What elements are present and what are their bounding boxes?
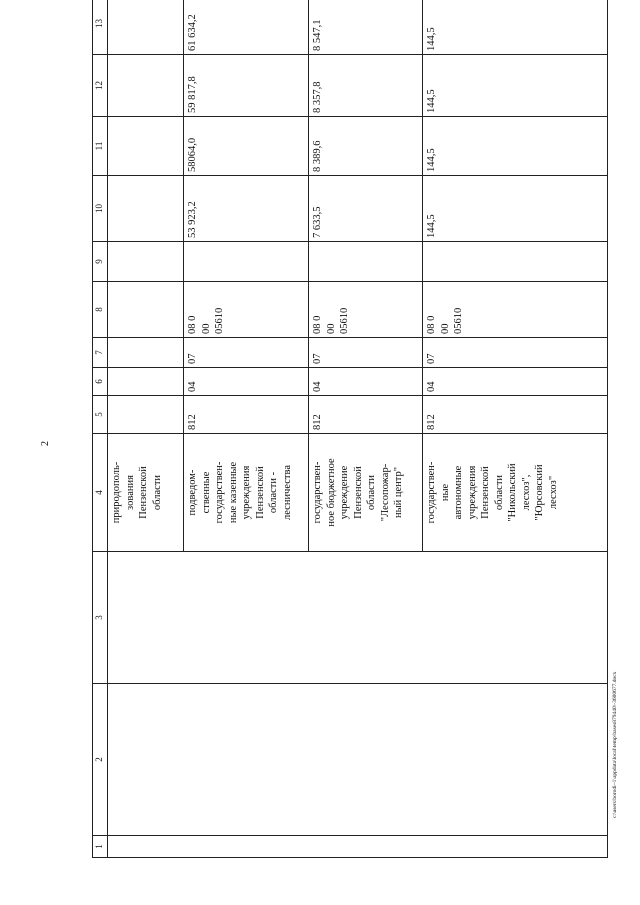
footer-path-text: c:\users\borodi~1\appdata\local\temp\bases879440\-3600677.docx xyxy=(612,671,618,818)
table-cell xyxy=(184,242,309,282)
table-cell: 08 0 00 05610 xyxy=(184,282,309,338)
col-header: 8 xyxy=(93,282,108,338)
col-header: 4 xyxy=(93,434,108,552)
table-cell: 144,5 xyxy=(423,176,608,242)
table-cell: 812 xyxy=(184,396,309,434)
col-header: 3 xyxy=(93,552,108,684)
col-header: 13 xyxy=(93,0,108,55)
recipient-cell: подведом- ственные государствен- ные казенные учреждения Пензенской области - лесничества xyxy=(184,434,309,552)
col-header: 1 xyxy=(93,836,108,858)
table-cell: 7 633,5 xyxy=(309,176,423,242)
table-cell: 144,5 xyxy=(423,55,608,117)
col-header: 12 xyxy=(93,55,108,117)
table-cell: 53 923,2 xyxy=(184,176,309,242)
table-cell: 812 xyxy=(309,396,423,434)
col-header: 11 xyxy=(93,117,108,176)
table-cell xyxy=(108,242,184,282)
col-header: 9 xyxy=(93,242,108,282)
table-row xyxy=(108,0,184,858)
budget-table xyxy=(92,0,608,858)
table-cell: 58064,0 xyxy=(184,117,309,176)
recipient-cell: государствен- ное бюджетное учреждение Пензенской области "Лесопожар- ный центр" xyxy=(309,434,423,552)
table-cell xyxy=(108,836,608,858)
recipient-cell: природополь- зования Пензенской области xyxy=(108,434,184,552)
table-cell xyxy=(108,396,184,434)
table-cell: 08 0 00 05610 xyxy=(423,282,608,338)
table-cell xyxy=(108,55,184,117)
table-cell xyxy=(108,176,184,242)
col-header: 2 xyxy=(93,684,108,836)
table-cell: 8 357,8 xyxy=(309,55,423,117)
col-header: 6 xyxy=(93,368,108,396)
table-cell xyxy=(108,338,184,368)
col-header: 7 xyxy=(93,338,108,368)
recipient-cell: государствен- ные автономные учреждения Пензенской области "Никольский лесхоз", "Юрсовский лесхоз" xyxy=(423,434,608,552)
table-cell: 8 389,6 xyxy=(309,117,423,176)
table-cell: 812 xyxy=(423,396,608,434)
table-cell: 04 xyxy=(184,368,309,396)
table-cell: 07 xyxy=(184,338,309,368)
rotated-table-container xyxy=(92,15,606,858)
table-cell xyxy=(309,242,423,282)
page-number: 2 xyxy=(40,441,51,446)
table-cell: 144,5 xyxy=(423,0,608,55)
table-cell xyxy=(108,0,184,55)
table-cell: 08 0 00 05610 xyxy=(309,282,423,338)
col-header: 5 xyxy=(93,396,108,434)
table-cell: 59 817,8 xyxy=(184,55,309,117)
table-cell: 04 xyxy=(309,368,423,396)
table-cell: 07 xyxy=(423,338,608,368)
table-cell xyxy=(108,117,184,176)
table-cell: 144,5 xyxy=(423,117,608,176)
table-cell xyxy=(423,242,608,282)
table-cell xyxy=(108,684,608,836)
header-row xyxy=(93,0,108,858)
table-cell xyxy=(108,368,184,396)
table-cell: 04 xyxy=(423,368,608,396)
col-header: 10 xyxy=(93,176,108,242)
table-cell: 61 634,2 xyxy=(184,0,309,55)
table-cell: 8 547,1 xyxy=(309,0,423,55)
table-cell: 07 xyxy=(309,338,423,368)
table-cell xyxy=(108,282,184,338)
table-cell xyxy=(108,552,608,684)
